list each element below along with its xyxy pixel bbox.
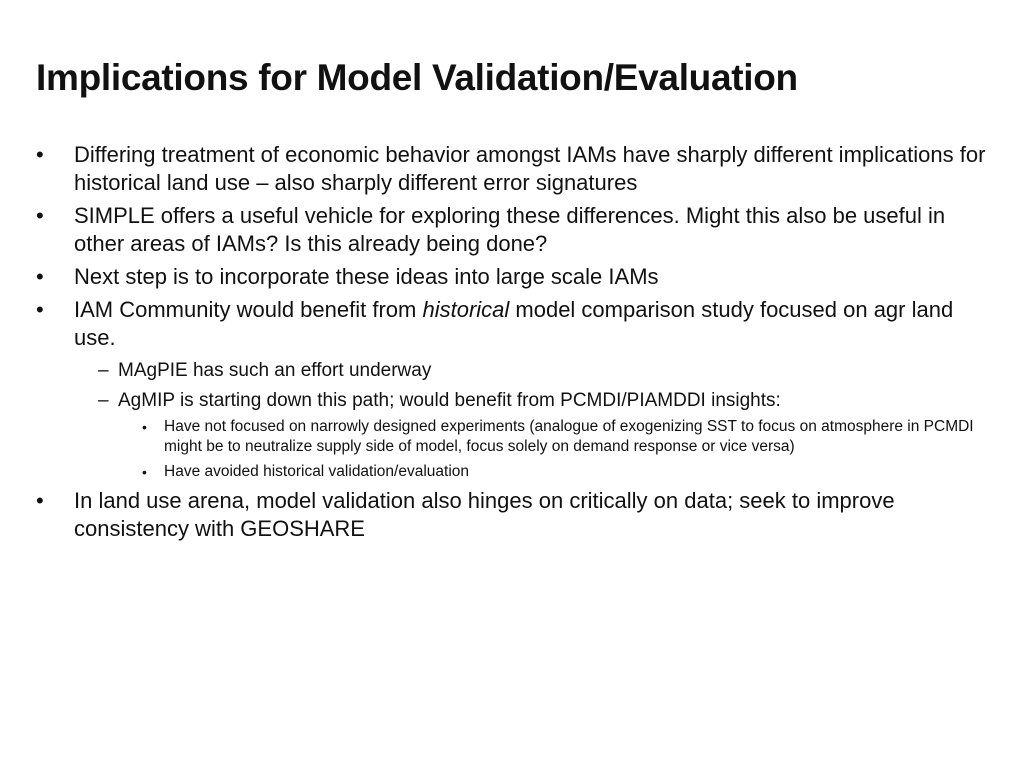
- sub-bullet-text: MAgPIE has such an effort underway: [118, 360, 432, 381]
- sub-sub-bullet-text: Have not focused on narrowly designed experiments (analogue of exogenizing SST to focus on atmosphere in PCMDI might be to neutralize supply side of model, focus solely on demand response or vice versa): [164, 418, 974, 455]
- bullet-text: Next step is to incorporate these ideas into large scale IAMs: [74, 264, 659, 289]
- sub-sub-bullet-marker: •: [142, 419, 147, 435]
- bullet-text-emphasis: historical: [422, 297, 510, 322]
- bullet-text: Differing treatment of economic behavior amongst IAMs have sharply different implications for historical land use – also sharply different error signatures: [74, 142, 986, 195]
- bullet-item: [36, 263, 996, 291]
- bullet-item: [36, 296, 996, 352]
- bullet-text: [74, 297, 953, 350]
- bullet-text-part: IAM Community would benefit from: [74, 297, 423, 322]
- bullet-text: In land use arena, model validation also hinges on critically on data; seek to improve consistency with GEOSHARE: [74, 488, 895, 541]
- bullet-item: [36, 202, 996, 258]
- bullet-item: [36, 141, 996, 197]
- bullet-marker: •: [36, 203, 44, 228]
- sub-sub-bullet-item: [36, 462, 996, 482]
- sub-bullet-text: AgMIP is starting down this path; would benefit from PCMDI/PIAMDDI insights:: [118, 390, 781, 411]
- bullet-marker: •: [36, 264, 44, 289]
- bullet-marker: •: [36, 488, 44, 513]
- sub-bullet-marker: –: [98, 390, 109, 411]
- bullet-text-part: model comparison study focused on agr land use.: [74, 297, 954, 350]
- sub-bullet-marker: –: [98, 360, 109, 381]
- sub-sub-bullet-marker: •: [142, 464, 147, 480]
- sub-bullet-item: [36, 387, 996, 415]
- bullet-marker: •: [36, 297, 44, 322]
- sub-sub-bullet-text: Have avoided historical validation/evaluation: [164, 463, 470, 480]
- slide-title: Implications for Model Validation/Evaluation: [36, 57, 798, 98]
- bullet-text: SIMPLE offers a useful vehicle for exploring these differences. Might this also be useful in other areas of IAMs? Is this already being done?: [74, 203, 946, 256]
- bullet-item: [36, 487, 996, 543]
- bullet-list: [36, 141, 996, 548]
- sub-bullet-item: [36, 357, 996, 385]
- sub-sub-bullet-item: [36, 417, 996, 457]
- bullet-marker: •: [36, 142, 44, 167]
